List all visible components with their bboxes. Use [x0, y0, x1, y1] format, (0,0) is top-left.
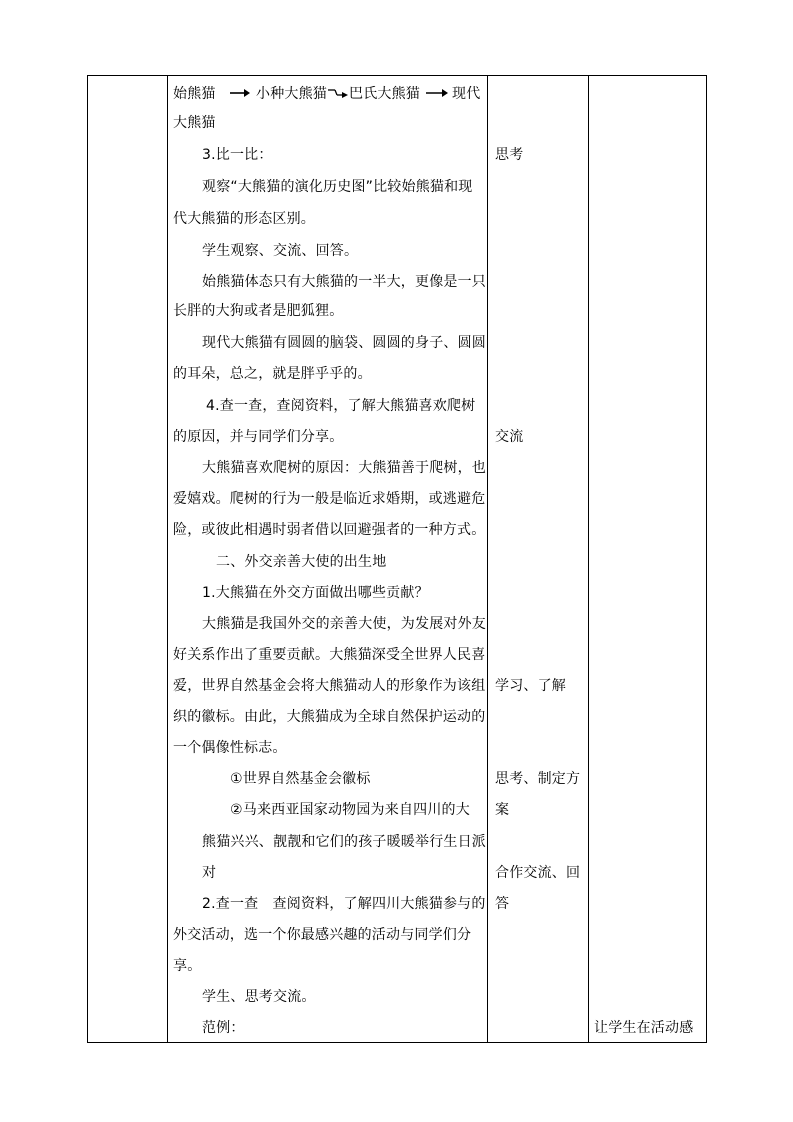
- content-line: 现代大熊猫有圆圆的脑袋、圆圆的身子、圆圆: [202, 335, 486, 351]
- question-heading: 1.大熊猫在外交方面做出哪些贡献？: [202, 585, 429, 601]
- content-line: 熊猫兴兴、靓靓和它们的孩子暖暖举行生日派: [202, 834, 486, 850]
- content-line: 织的徽标。由此，大熊猫成为全球自然保护运动的: [173, 709, 486, 725]
- content-line: 长胖的大狗或者是肥狐狸。: [173, 303, 344, 319]
- content-line: 外交活动，选一个你最感兴趣的活动与同学们分: [173, 927, 472, 943]
- table-column-divider-2: [487, 75, 488, 1043]
- table-column-divider-1: [167, 75, 168, 1043]
- question-heading: 2.查一查 查阅资料，了解四川大熊猫参与的: [202, 896, 486, 912]
- table-border-right: [706, 75, 707, 1043]
- content-line: 观察“大熊猫的演化历史图”比较始熊猫和现: [202, 179, 473, 195]
- student-activity: 交流: [495, 429, 524, 445]
- content-line: 好关系作出了重要贡献。大熊猫深受全世界人民喜: [173, 647, 486, 663]
- content-line: 一个偶像性标志。: [173, 740, 287, 756]
- design-intent: 让学生在活动感: [594, 1020, 694, 1036]
- student-activity: 答: [495, 896, 510, 912]
- content-line: 学生、思考交流。: [202, 989, 316, 1005]
- content-line: 爱嬉戏。爬树的行为一般是临近求婚期，或逃避危: [173, 491, 486, 507]
- content-line: 险，或彼此相遇时弱者借以回避强者的一种方式。: [173, 522, 486, 538]
- arrow-right-icon: [327, 86, 349, 100]
- content-line: 的原因，并与同学们分享。: [173, 429, 344, 445]
- arrow-right-icon: [425, 86, 449, 100]
- content-line: 对: [202, 865, 217, 881]
- content-line: 享。: [173, 958, 202, 974]
- stage-xiandai: 现代: [452, 86, 481, 102]
- content-line: 学生观察、交流、回答。: [202, 243, 359, 259]
- stage-xiaozhong: 小种大熊猫: [256, 86, 327, 102]
- content-line: 始熊猫体态只有大熊猫的一半大，更像是一只: [202, 274, 486, 290]
- section-heading: 4.查一查，查阅资料，了解大熊猫喜欢爬树: [206, 398, 476, 414]
- student-activity: 案: [495, 802, 510, 818]
- content-line: 的耳朵，总之，就是胖乎乎的。: [173, 366, 372, 382]
- table-border-bottom: [87, 1042, 707, 1043]
- arrow-right-icon: [229, 86, 251, 100]
- content-line: 代大熊猫的形态区别。: [173, 211, 315, 227]
- stage-shixiongmao: 始熊猫: [173, 86, 216, 102]
- list-item: ②马来西亚国家动物园为来自四川的大: [230, 802, 470, 818]
- table-column-divider-3: [588, 75, 589, 1043]
- list-item: ①世界自然基金会徽标: [230, 771, 371, 787]
- student-activity: 学习、了解: [495, 678, 566, 694]
- content-line: 范例：: [202, 1020, 245, 1036]
- content-line: 大熊猫喜欢爬树的原因：大熊猫善于爬树，也: [202, 460, 486, 476]
- stage-bashi: 巴氏大熊猫: [349, 86, 420, 102]
- student-activity: 思考、制定方: [495, 771, 581, 787]
- content-line: 大熊猫是我国外交的亲善大使，为发展对外友: [202, 616, 486, 632]
- section-heading: 3.比一比：: [202, 147, 273, 163]
- table-border-left: [87, 75, 88, 1043]
- student-activity: 思考: [495, 147, 524, 163]
- table-border-top: [87, 75, 707, 76]
- section-heading: 二、外交亲善大使的出生地: [216, 554, 387, 570]
- content-line: 大熊猫: [173, 115, 216, 131]
- student-activity: 合作交流、回: [495, 865, 581, 881]
- content-line: 爱，世界自然基金会将大熊猫动人的形象作为该组: [173, 678, 486, 694]
